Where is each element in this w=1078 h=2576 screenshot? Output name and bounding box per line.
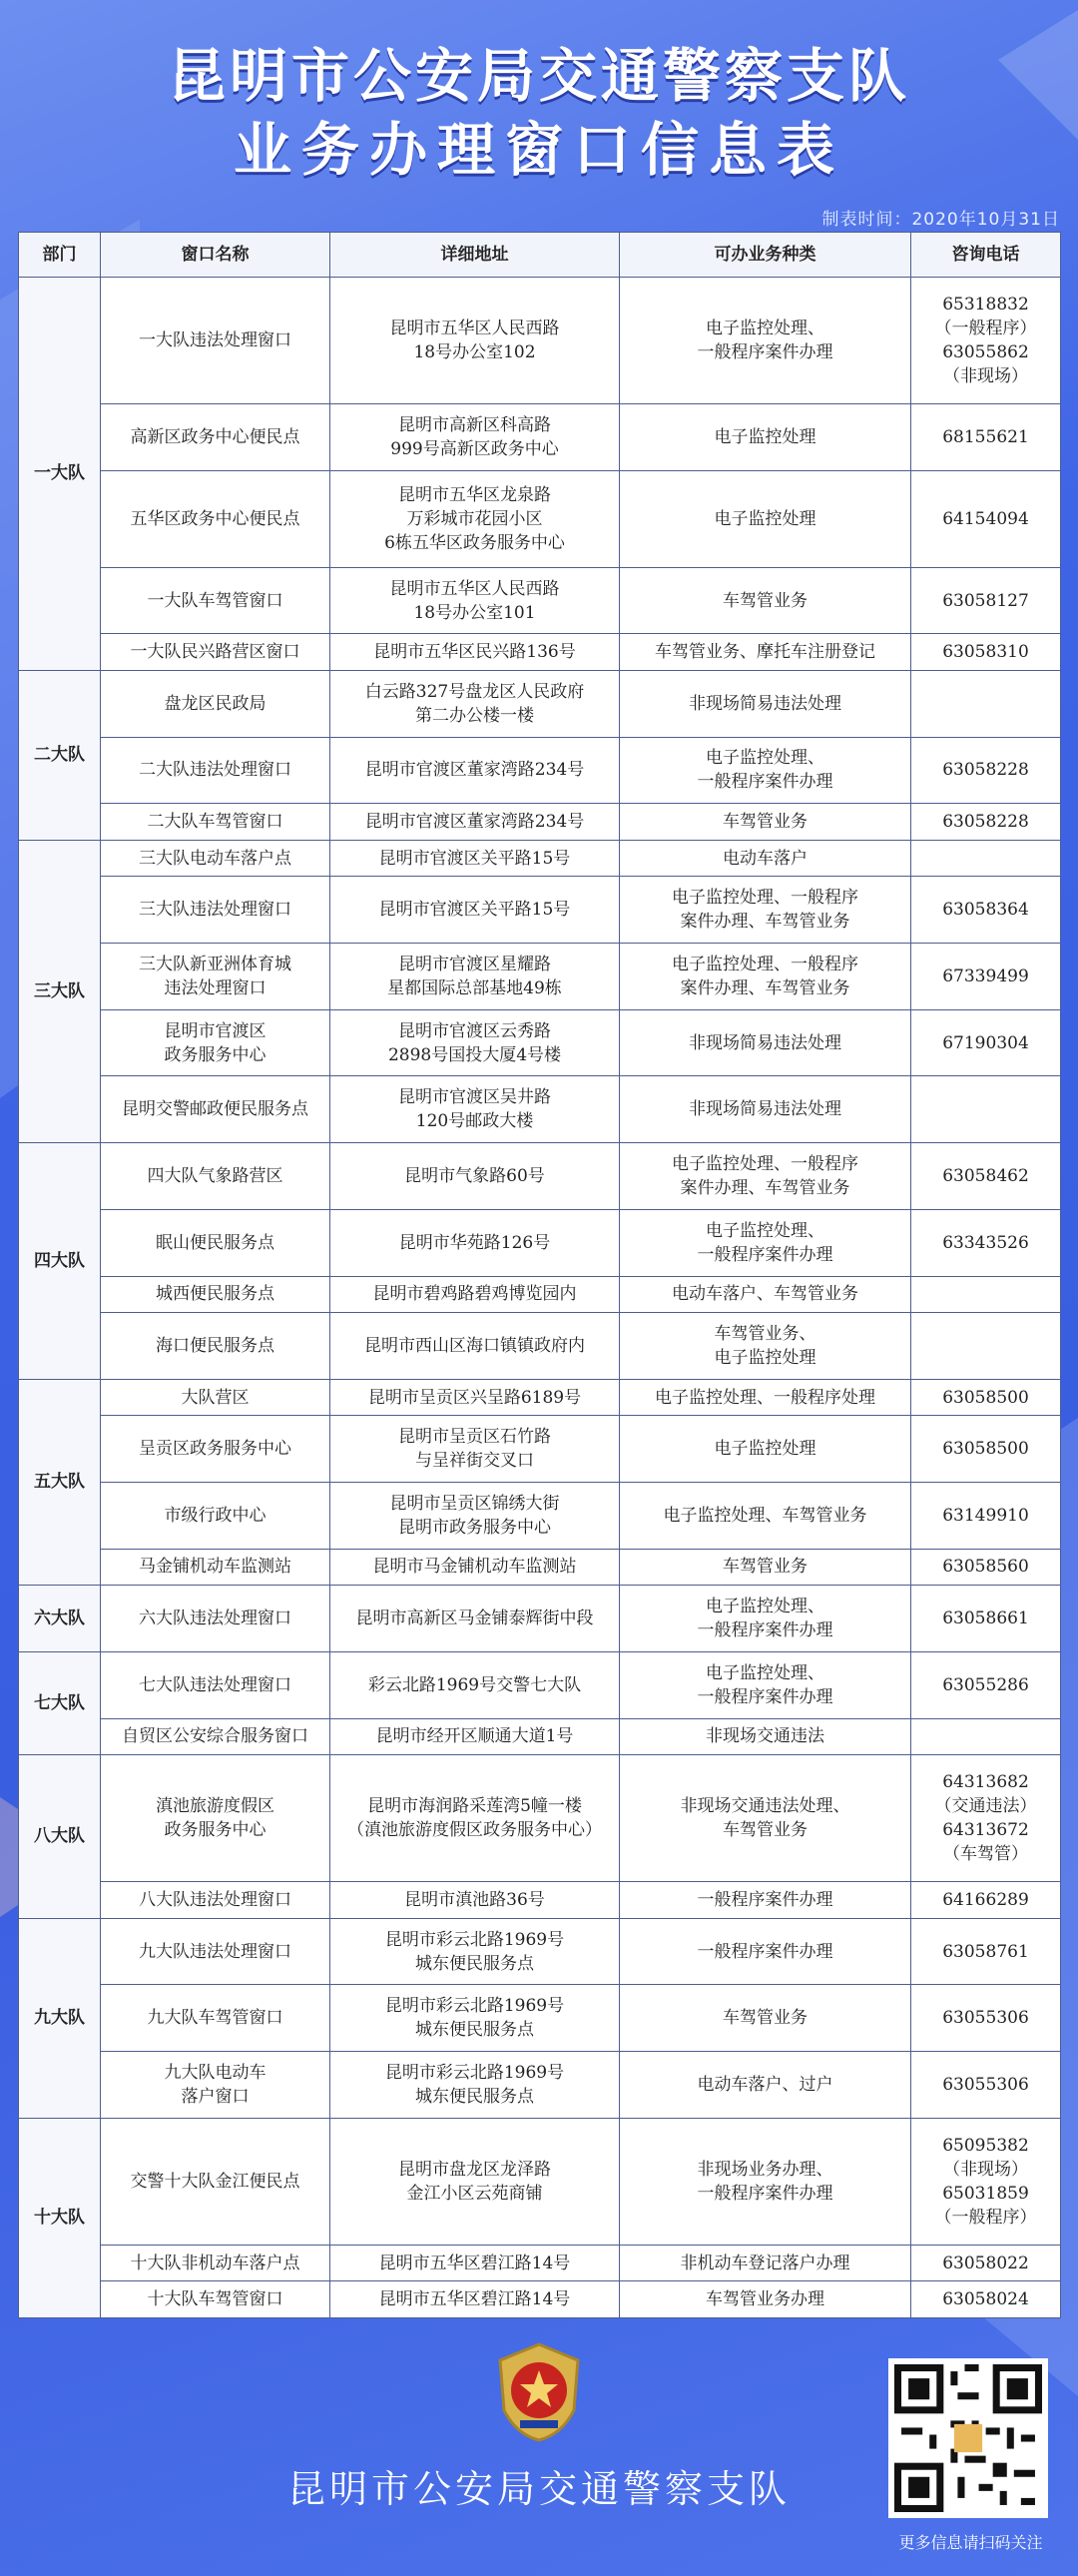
address-cell: 昆明市官渡区关平路15号 bbox=[330, 877, 620, 944]
window-name-cell: 一大队违法处理窗口 bbox=[101, 278, 330, 404]
dept-cell: 七大队 bbox=[19, 1651, 101, 1754]
address-cell: 昆明市五华区碧江路14号 bbox=[330, 2245, 620, 2281]
business-cell: 电子监控处理、一般程序 案件办理、车驾管业务 bbox=[620, 877, 911, 944]
table-row bbox=[19, 2245, 1061, 2281]
address-cell: 昆明市五华区民兴路136号 bbox=[330, 634, 620, 671]
address-cell: 昆明市碧鸡路碧鸡博览园内 bbox=[330, 1276, 620, 1313]
business-cell: 电子监控处理、 一般程序案件办理 bbox=[620, 278, 911, 404]
made-date: 制表时间：2020年10月31日 bbox=[821, 210, 1060, 230]
window-name-cell: 盘龙区民政局 bbox=[101, 670, 330, 737]
address-cell: 昆明市马金铺机动车监测站 bbox=[330, 1549, 620, 1586]
address-cell: 昆明市彩云北路1969号 城东便民服务点 bbox=[330, 2052, 620, 2119]
address-cell: 昆明市呈贡区兴呈路6189号 bbox=[330, 1379, 620, 1416]
business-cell: 电动车落户、过户 bbox=[620, 2052, 911, 2119]
window-name-cell: 七大队违法处理窗口 bbox=[101, 1651, 330, 1718]
window-name-cell: 十大队非机动车落户点 bbox=[101, 2245, 330, 2281]
table-row bbox=[19, 404, 1061, 471]
address-cell: 昆明市五华区人民西路 18号办公室102 bbox=[330, 278, 620, 404]
phone-cell: 63058024 bbox=[911, 2281, 1061, 2318]
window-name-cell: 四大队气象路营区 bbox=[101, 1143, 330, 1210]
business-cell: 电动车落户 bbox=[620, 840, 911, 877]
phone-cell: 64313682 （交通违法） 64313672 （车驾管） bbox=[911, 1755, 1061, 1882]
phone-cell: 64154094 bbox=[911, 470, 1061, 567]
address-cell: 昆明市海润路采莲湾5幢一楼 （滇池旅游度假区政务服务中心） bbox=[330, 1755, 620, 1882]
business-cell: 非现场交通违法处理、 车驾管业务 bbox=[620, 1755, 911, 1882]
table-body bbox=[19, 278, 1061, 2318]
table-row bbox=[19, 1076, 1061, 1143]
address-cell: 昆明市西山区海口镇镇政府内 bbox=[330, 1313, 620, 1380]
business-cell: 电动车落户、车驾管业务 bbox=[620, 1276, 911, 1313]
table-row bbox=[19, 1755, 1061, 1882]
address-cell: 昆明市官渡区星耀路 星都国际总部基地49栋 bbox=[330, 944, 620, 1010]
page-subtitle: 业务办理窗口信息表 bbox=[233, 116, 844, 184]
window-name-cell: 二大队车驾管窗口 bbox=[101, 804, 330, 841]
phone-cell: 63058500 bbox=[911, 1416, 1061, 1483]
table-row bbox=[19, 567, 1061, 634]
phone-cell: 63055306 bbox=[911, 2052, 1061, 2119]
table-row bbox=[19, 737, 1061, 804]
window-name-cell: 市级行政中心 bbox=[101, 1482, 330, 1549]
window-name-cell: 八大队违法处理窗口 bbox=[101, 1882, 330, 1919]
window-name-cell: 马金铺机动车监测站 bbox=[101, 1549, 330, 1586]
business-cell: 车驾管业务 bbox=[620, 1549, 911, 1586]
business-cell: 电子监控处理 bbox=[620, 1416, 911, 1483]
column-header-address: 详细地址 bbox=[330, 233, 620, 278]
table-row bbox=[19, 1651, 1061, 1718]
window-name-cell: 昆明交警邮政便民服务点 bbox=[101, 1076, 330, 1143]
window-name-cell: 九大队电动车 落户窗口 bbox=[101, 2052, 330, 2119]
phone-cell: 63058761 bbox=[911, 1918, 1061, 1985]
table-row bbox=[19, 1209, 1061, 1276]
address-cell: 昆明市彩云北路1969号 城东便民服务点 bbox=[330, 1918, 620, 1985]
business-cell: 非现场简易违法处理 bbox=[620, 1009, 911, 1076]
table-row bbox=[19, 278, 1061, 404]
table-row bbox=[19, 1416, 1061, 1483]
phone-cell: 63058462 bbox=[911, 1143, 1061, 1210]
business-cell: 车驾管业务 bbox=[620, 804, 911, 841]
dept-cell: 十大队 bbox=[19, 2118, 101, 2317]
address-cell: 昆明市气象路60号 bbox=[330, 1143, 620, 1210]
address-cell: 昆明市华苑路126号 bbox=[330, 1209, 620, 1276]
window-name-cell: 九大队违法处理窗口 bbox=[101, 1918, 330, 1985]
qr-code-icon[interactable] bbox=[888, 2358, 1048, 2518]
business-cell: 非机动车登记落户办理 bbox=[620, 2245, 911, 2281]
address-cell: 彩云北路1969号交警七大队 bbox=[330, 1651, 620, 1718]
address-cell: 昆明市呈贡区锦绣大街 昆明市政务服务中心 bbox=[330, 1482, 620, 1549]
window-name-cell: 昆明市官渡区 政务服务中心 bbox=[101, 1009, 330, 1076]
address-cell: 昆明市官渡区董家湾路234号 bbox=[330, 804, 620, 841]
column-header-phone: 咨询电话 bbox=[911, 233, 1061, 278]
footer bbox=[0, 2318, 1078, 2576]
address-cell: 白云路327号盘龙区人民政府 第二办公楼一楼 bbox=[330, 670, 620, 737]
phone-cell: 63055306 bbox=[911, 1985, 1061, 2052]
table-row bbox=[19, 470, 1061, 567]
address-cell: 昆明市官渡区董家湾路234号 bbox=[330, 737, 620, 804]
table-row bbox=[19, 1985, 1061, 2052]
window-name-cell: 六大队违法处理窗口 bbox=[101, 1586, 330, 1652]
business-cell: 电子监控处理 bbox=[620, 470, 911, 567]
business-cell: 一般程序案件办理 bbox=[620, 1918, 911, 1985]
address-cell: 昆明市官渡区吴井路 120号邮政大楼 bbox=[330, 1076, 620, 1143]
table-row bbox=[19, 804, 1061, 841]
business-cell: 电子监控处理、一般程序 案件办理、车驾管业务 bbox=[620, 944, 911, 1010]
phone-cell: 63058228 bbox=[911, 737, 1061, 804]
business-cell: 车驾管业务、 电子监控处理 bbox=[620, 1313, 911, 1380]
phone-cell: 67339499 bbox=[911, 944, 1061, 1010]
business-cell: 车驾管业务办理 bbox=[620, 2281, 911, 2318]
business-cell: 非现场简易违法处理 bbox=[620, 670, 911, 737]
phone-cell: 68155621 bbox=[911, 404, 1061, 471]
column-header-dept: 部门 bbox=[19, 233, 101, 278]
phone-cell bbox=[911, 1076, 1061, 1143]
window-name-cell: 自贸区公安综合服务窗口 bbox=[101, 1718, 330, 1755]
dept-cell: 八大队 bbox=[19, 1755, 101, 1919]
phone-cell bbox=[911, 670, 1061, 737]
dept-cell: 五大队 bbox=[19, 1379, 101, 1585]
address-cell: 昆明市五华区碧江路14号 bbox=[330, 2281, 620, 2318]
window-name-cell: 十大队车驾管窗口 bbox=[101, 2281, 330, 2318]
phone-cell: 65095382 （非现场） 65031859 （一般程序） bbox=[911, 2118, 1061, 2245]
info-table bbox=[18, 232, 1061, 2318]
window-name-cell: 高新区政务中心便民点 bbox=[101, 404, 330, 471]
phone-cell: 63058364 bbox=[911, 877, 1061, 944]
dept-cell: 六大队 bbox=[19, 1586, 101, 1652]
table-row bbox=[19, 634, 1061, 671]
business-cell: 电子监控处理、 一般程序案件办理 bbox=[620, 1651, 911, 1718]
window-name-cell: 三大队违法处理窗口 bbox=[101, 877, 330, 944]
window-name-cell: 海口便民服务点 bbox=[101, 1313, 330, 1380]
page-title: 昆明市公安局交通警察支队 bbox=[167, 42, 910, 110]
business-cell: 电子监控处理、 一般程序案件办理 bbox=[620, 737, 911, 804]
business-cell: 电子监控处理、 一般程序案件办理 bbox=[620, 1586, 911, 1652]
dept-cell: 四大队 bbox=[19, 1143, 101, 1380]
phone-cell: 63055286 bbox=[911, 1651, 1061, 1718]
table-row bbox=[19, 1918, 1061, 1985]
table-row bbox=[19, 1009, 1061, 1076]
table-row bbox=[19, 2052, 1061, 2119]
police-emblem-icon bbox=[492, 2340, 586, 2444]
business-cell: 非现场简易违法处理 bbox=[620, 1076, 911, 1143]
phone-cell: 63058560 bbox=[911, 1549, 1061, 1586]
table-row bbox=[19, 944, 1061, 1010]
address-cell: 昆明市经开区顺通大道1号 bbox=[330, 1718, 620, 1755]
qr-caption: 更多信息请扫码关注 bbox=[898, 2533, 1043, 2552]
phone-cell: 64166289 bbox=[911, 1882, 1061, 1919]
business-cell: 非现场交通违法 bbox=[620, 1718, 911, 1755]
table-row bbox=[19, 2281, 1061, 2318]
business-cell: 电子监控处理、一般程序处理 bbox=[620, 1379, 911, 1416]
window-name-cell: 一大队民兴路营区窗口 bbox=[101, 634, 330, 671]
business-cell: 电子监控处理、车驾管业务 bbox=[620, 1482, 911, 1549]
phone-cell: 63058228 bbox=[911, 804, 1061, 841]
phone-cell: 65318832 （一般程序） 63055862 （非现场） bbox=[911, 278, 1061, 404]
phone-cell bbox=[911, 1313, 1061, 1380]
window-name-cell: 交警十大队金江便民点 bbox=[101, 2118, 330, 2245]
phone-cell: 67190304 bbox=[911, 1009, 1061, 1076]
window-name-cell: 滇池旅游度假区 政务服务中心 bbox=[101, 1755, 330, 1882]
address-cell: 昆明市五华区人民西路 18号办公室101 bbox=[330, 567, 620, 634]
table-row bbox=[19, 1482, 1061, 1549]
table-row bbox=[19, 1143, 1061, 1210]
address-cell: 昆明市五华区龙泉路 万彩城市花园小区 6栋五华区政务服务中心 bbox=[330, 470, 620, 567]
address-cell: 昆明市官渡区云秀路 2898号国投大厦4号楼 bbox=[330, 1009, 620, 1076]
address-cell: 昆明市滇池路36号 bbox=[330, 1882, 620, 1919]
business-cell: 电子监控处理、一般程序 案件办理、车驾管业务 bbox=[620, 1143, 911, 1210]
info-table-container bbox=[18, 232, 1060, 2318]
phone-cell: 63058310 bbox=[911, 634, 1061, 671]
dept-cell: 九大队 bbox=[19, 1918, 101, 2118]
table-row bbox=[19, 1718, 1061, 1755]
phone-cell: 63149910 bbox=[911, 1482, 1061, 1549]
business-cell: 电子监控处理、 一般程序案件办理 bbox=[620, 1209, 911, 1276]
table-row bbox=[19, 1313, 1061, 1380]
table-row bbox=[19, 1379, 1061, 1416]
footer-org-name: 昆明市公安局交通警察支队 bbox=[286, 2467, 791, 2511]
table-row bbox=[19, 840, 1061, 877]
address-cell: 昆明市高新区马金铺泰辉街中段 bbox=[330, 1586, 620, 1652]
window-name-cell: 二大队违法处理窗口 bbox=[101, 737, 330, 804]
column-header-window: 窗口名称 bbox=[101, 233, 330, 278]
window-name-cell: 三大队电动车落户点 bbox=[101, 840, 330, 877]
window-name-cell: 三大队新亚洲体育城 违法处理窗口 bbox=[101, 944, 330, 1010]
phone-cell bbox=[911, 840, 1061, 877]
window-name-cell: 一大队车驾管窗口 bbox=[101, 567, 330, 634]
window-name-cell: 城西便民服务点 bbox=[101, 1276, 330, 1313]
table-row bbox=[19, 1586, 1061, 1652]
window-name-cell: 眠山便民服务点 bbox=[101, 1209, 330, 1276]
address-cell: 昆明市盘龙区龙泽路 金江小区云苑商铺 bbox=[330, 2118, 620, 2245]
column-header-business: 可办业务种类 bbox=[620, 233, 911, 278]
phone-cell: 63058127 bbox=[911, 567, 1061, 634]
dept-cell: 二大队 bbox=[19, 670, 101, 840]
phone-cell: 63058022 bbox=[911, 2245, 1061, 2281]
business-cell: 一般程序案件办理 bbox=[620, 1882, 911, 1919]
phone-cell: 63058661 bbox=[911, 1586, 1061, 1652]
business-cell: 车驾管业务、摩托车注册登记 bbox=[620, 634, 911, 671]
table-header-row bbox=[19, 233, 1061, 278]
address-cell: 昆明市官渡区关平路15号 bbox=[330, 840, 620, 877]
business-cell: 非现场业务办理、 一般程序案件办理 bbox=[620, 2118, 911, 2245]
address-cell: 昆明市高新区科高路 999号高新区政务中心 bbox=[330, 404, 620, 471]
table-row bbox=[19, 670, 1061, 737]
table-row bbox=[19, 1276, 1061, 1313]
phone-cell bbox=[911, 1718, 1061, 1755]
business-cell: 车驾管业务 bbox=[620, 1985, 911, 2052]
business-cell: 车驾管业务 bbox=[620, 567, 911, 634]
dept-cell: 三大队 bbox=[19, 840, 101, 1142]
window-name-cell: 五华区政务中心便民点 bbox=[101, 470, 330, 567]
table-row bbox=[19, 877, 1061, 944]
phone-cell: 63058500 bbox=[911, 1379, 1061, 1416]
phone-cell bbox=[911, 1276, 1061, 1313]
table-row bbox=[19, 2118, 1061, 2245]
table-row bbox=[19, 1882, 1061, 1919]
phone-cell: 63343526 bbox=[911, 1209, 1061, 1276]
business-cell: 电子监控处理 bbox=[620, 404, 911, 471]
dept-cell: 一大队 bbox=[19, 278, 101, 671]
window-name-cell: 九大队车驾管窗口 bbox=[101, 1985, 330, 2052]
table-row bbox=[19, 1549, 1061, 1586]
address-cell: 昆明市呈贡区石竹路 与呈祥街交叉口 bbox=[330, 1416, 620, 1483]
header bbox=[0, 40, 1078, 186]
window-name-cell: 呈贡区政务服务中心 bbox=[101, 1416, 330, 1483]
window-name-cell: 大队营区 bbox=[101, 1379, 330, 1416]
address-cell: 昆明市彩云北路1969号 城东便民服务点 bbox=[330, 1985, 620, 2052]
